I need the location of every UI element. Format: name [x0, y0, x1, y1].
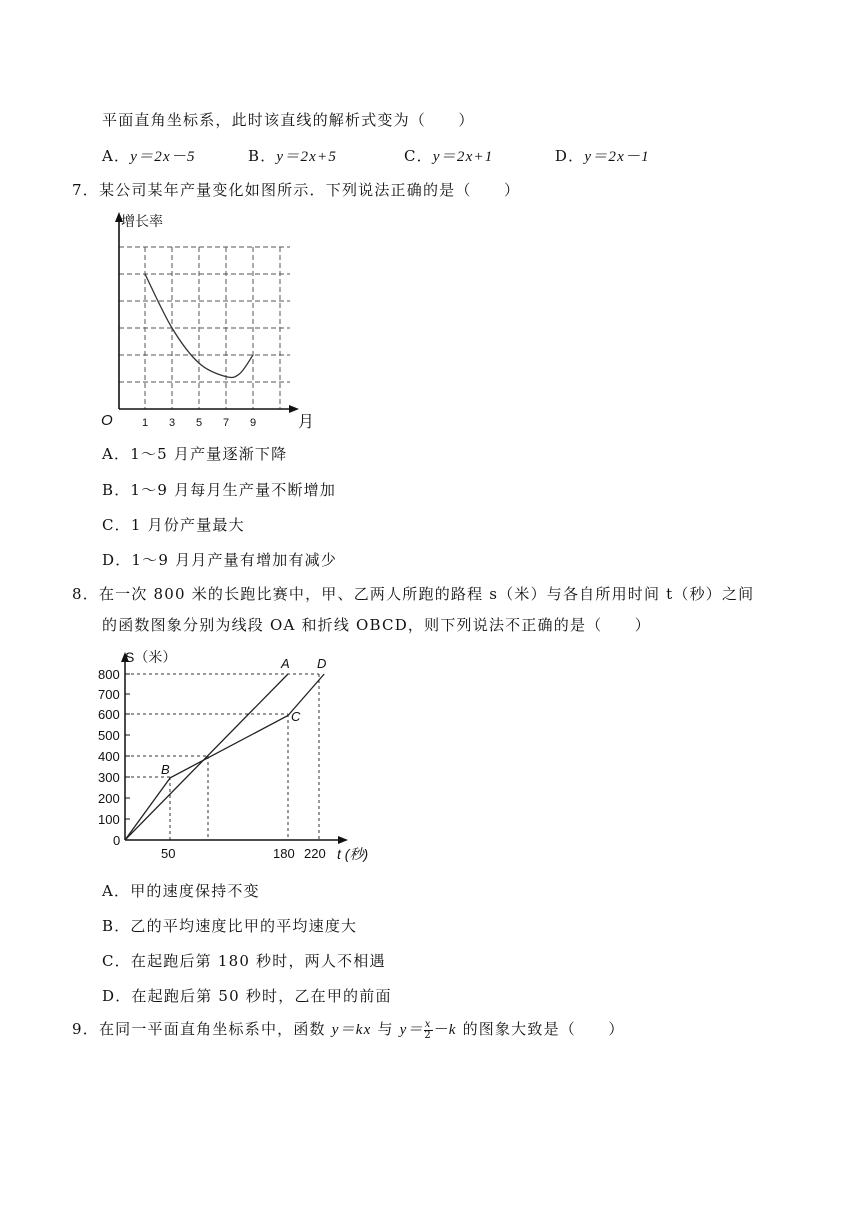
q8-stem-line1: 8．在一次 800 米的长跑比赛中，甲、乙两人所跑的路程 s（米）与各自所用时间 t（秒）之间	[72, 585, 755, 603]
q7-x-label: 月	[298, 412, 315, 431]
q8-xtick-180: 180	[273, 846, 295, 861]
q8-stem-line2: 的函数图象分别为线段 OA 和折线 OBCD，则下列说法不正确的是（ ）	[102, 616, 651, 634]
q8-point-c: C	[291, 709, 301, 724]
q8-ytick-200: 200	[98, 791, 120, 806]
q8-x-arrow	[338, 836, 348, 844]
q7-origin-label: O	[101, 412, 113, 429]
q6-option-b-label: B．	[247, 147, 277, 165]
q8-ytick-700: 700	[98, 687, 120, 702]
q6-option-c-expr: y＝2x+1	[432, 149, 494, 165]
q6-option-a-label: A．	[102, 147, 131, 165]
q7-growth-chart	[95, 208, 325, 438]
q7-xtick-1: 1	[142, 417, 149, 429]
q9-func2-lhs: y＝	[399, 1022, 424, 1038]
q9-stem-start: 9．在同一平面直角坐标系中，函数	[72, 1020, 326, 1038]
q7-xtick-7: 7	[223, 417, 230, 429]
q6-options	[102, 145, 650, 166]
q7-grid	[119, 247, 290, 409]
q8-point-b: B	[161, 762, 170, 777]
q6-option-c-label: C．	[403, 147, 433, 165]
q8-point-d: D	[317, 656, 327, 671]
q6-option-a-expr: y＝2x－5	[130, 149, 196, 165]
q8-ytick-0: 0	[113, 833, 121, 848]
q8-line-oa	[125, 674, 288, 840]
q7-option-b: B．1～9 月每月生产量不断增加	[102, 481, 337, 499]
q6-stem-continuation: 平面直角坐标系，此时该直线的解析式变为（ ）	[102, 111, 475, 129]
q8-option-b: B．乙的平均速度比甲的平均速度大	[102, 917, 358, 935]
q8-ytick-600: 600	[98, 707, 120, 722]
q8-ytick-100: 100	[98, 812, 120, 827]
q7-option-c: C．1 月份产量最大	[102, 516, 245, 534]
q7-stem: 7．某公司某年产量变化如图所示．下列说法正确的是（ ）	[72, 181, 521, 199]
q8-ytick-400: 400	[98, 749, 120, 764]
q6-option-b-expr: y＝2x+5	[276, 149, 338, 165]
q9-fraction-num: x	[424, 1018, 432, 1030]
q6-option-d-expr: y＝2x－1	[584, 149, 650, 165]
q8-xtick-50: 50	[161, 846, 176, 861]
q8-option-c: C．在起跑后第 180 秒时，两人不相遇	[102, 952, 386, 970]
q9-func2-rhs: －k	[432, 1022, 457, 1038]
q7-xtick-5: 5	[196, 417, 203, 429]
q8-guide-lines	[125, 674, 319, 840]
q9-stem	[72, 1018, 625, 1041]
q6-option-d-label: D．	[554, 147, 585, 165]
q9-stem-end: 的图象大致是（ ）	[462, 1020, 625, 1038]
q7-y-label: 增长率	[121, 214, 163, 230]
q7-option-d: D．1～9 月月产量有增加有减少	[102, 551, 338, 569]
q8-ytick-500: 500	[98, 728, 120, 743]
q8-x-label: t (秒)	[337, 846, 369, 862]
q8-ytick-300: 300	[98, 770, 120, 785]
q8-line-obcd	[125, 674, 324, 840]
q9-stem-mid: 与	[377, 1020, 394, 1038]
q8-distance-chart	[95, 646, 385, 868]
q8-ytick-800: 800	[98, 667, 120, 682]
q9-fraction	[424, 1020, 433, 1041]
q7-option-a: A．1～5 月产量逐渐下降	[102, 445, 288, 463]
q9-fraction-den: 2	[424, 1029, 432, 1041]
q8-y-label: S（米）	[125, 649, 177, 665]
q8-xtick-220: 220	[304, 846, 326, 861]
q8-option-d: D．在起跑后第 50 秒时，乙在甲的前面	[102, 987, 392, 1005]
q7-xtick-9: 9	[250, 417, 257, 429]
q8-option-a: A．甲的速度保持不变	[102, 882, 260, 900]
q9-func1: y＝kx	[331, 1022, 372, 1038]
q7-xtick-3: 3	[169, 417, 176, 429]
q8-point-a: A	[281, 656, 290, 671]
